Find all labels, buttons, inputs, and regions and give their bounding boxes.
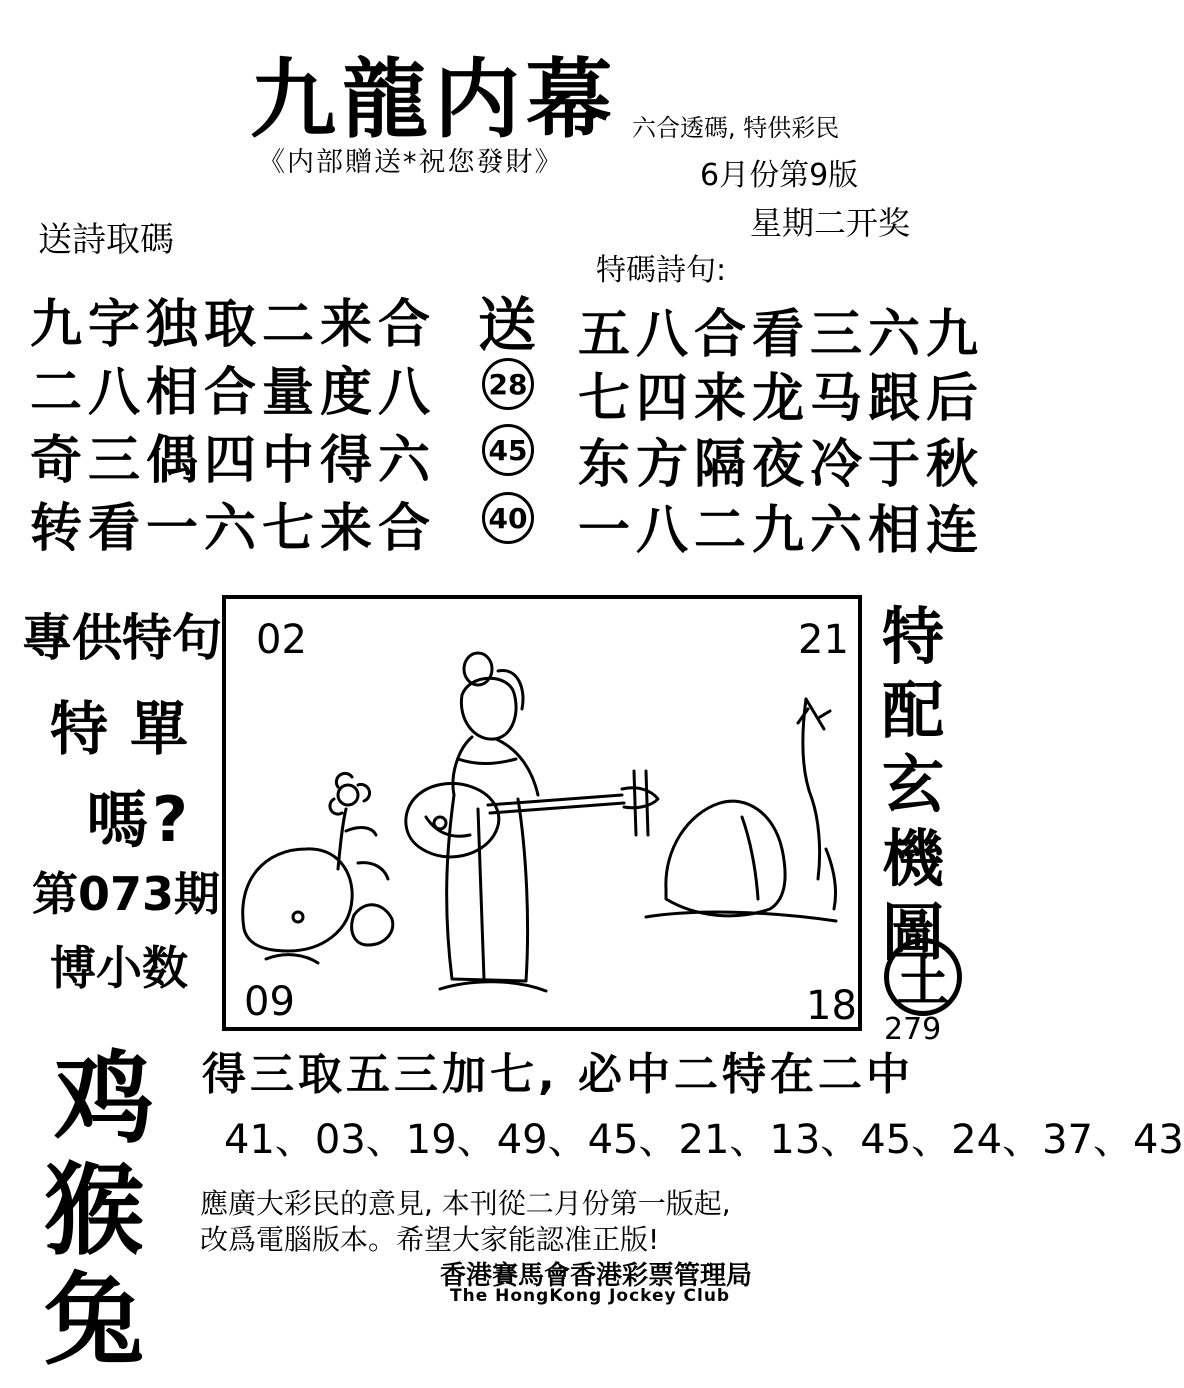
footer-english: The HongKong Jockey Club	[450, 1286, 731, 1306]
lute-player-illustration	[226, 599, 858, 1027]
right-poem-line-1: 五八合看三六九	[578, 305, 985, 365]
special-line-1: 特單	[50, 695, 211, 763]
right-vertical-char-1: 特	[882, 600, 945, 673]
circled-number-3: 40	[482, 492, 534, 544]
right-vertical-char-4: 機	[882, 822, 945, 895]
corner-number-top-left: 02	[256, 617, 307, 663]
numbers-line: 41、03、19、49、45、21、13、45、24、37、43	[224, 1117, 1184, 1163]
hint-line: 得三取五三加七, 必中二特在二中	[202, 1049, 915, 1100]
poem-right-label: 特碼詩句:	[596, 253, 727, 288]
circled-number-2: 45	[482, 424, 534, 476]
special-label: 專供特句	[22, 609, 222, 667]
left-poem-line-4: 转看一六七来合	[30, 499, 437, 559]
right-vertical-char-5: 圖	[882, 896, 945, 969]
issue-number: 第073期	[32, 867, 221, 921]
left-poem-line-3: 奇三偶四中得六	[30, 431, 437, 491]
draw-day: 星期二开奖	[750, 204, 911, 242]
zodiac-char-3: 兔	[44, 1261, 144, 1379]
right-vertical-char-3: 玄	[882, 748, 945, 821]
left-poem-line-1: 九字独取二来合	[30, 295, 437, 355]
right-code: 279	[884, 1012, 942, 1047]
zodiac-char-2: 猴	[44, 1151, 144, 1269]
subtitle: 《内部贈送*祝您發財》	[258, 147, 564, 178]
footer-chinese: 香港賽馬會香港彩票管理局	[440, 1261, 753, 1291]
right-poem-line-2: 七四来龙马跟后	[578, 369, 985, 429]
circled-number-1: 28	[482, 358, 534, 410]
small-number-label: 博小数	[50, 941, 188, 995]
right-poem-line-3: 东方隔夜冷于秋	[578, 435, 985, 495]
notice-line-2: 改爲電腦版本。希望大家能認准正版!	[200, 1223, 660, 1256]
right-vertical-char-2: 配	[882, 674, 945, 747]
poem-left-label: 送詩取碼	[38, 220, 174, 260]
tag-line-1: 六合透碼, 特供彩民	[632, 114, 840, 142]
special-line-2: 嗎?	[86, 783, 192, 856]
right-poem-line-4: 一八二九六相连	[578, 501, 985, 561]
send-char: 送	[478, 291, 537, 359]
corner-number-bottom-left: 09	[244, 979, 295, 1025]
corner-number-bottom-right: 18	[806, 983, 857, 1029]
page-title: 九龍内幕	[250, 49, 618, 150]
zodiac-char-1: 鸡	[54, 1039, 154, 1157]
corner-number-top-right: 21	[798, 617, 849, 663]
notice-line-1: 應廣大彩民的意見, 本刊從二月份第一版起,	[200, 1187, 731, 1220]
circled-element: 土	[884, 938, 962, 1016]
left-poem-line-2: 二八相合量度八	[30, 363, 437, 423]
picture-frame	[222, 595, 862, 1031]
issue-version: 6月份第9版	[700, 158, 859, 193]
